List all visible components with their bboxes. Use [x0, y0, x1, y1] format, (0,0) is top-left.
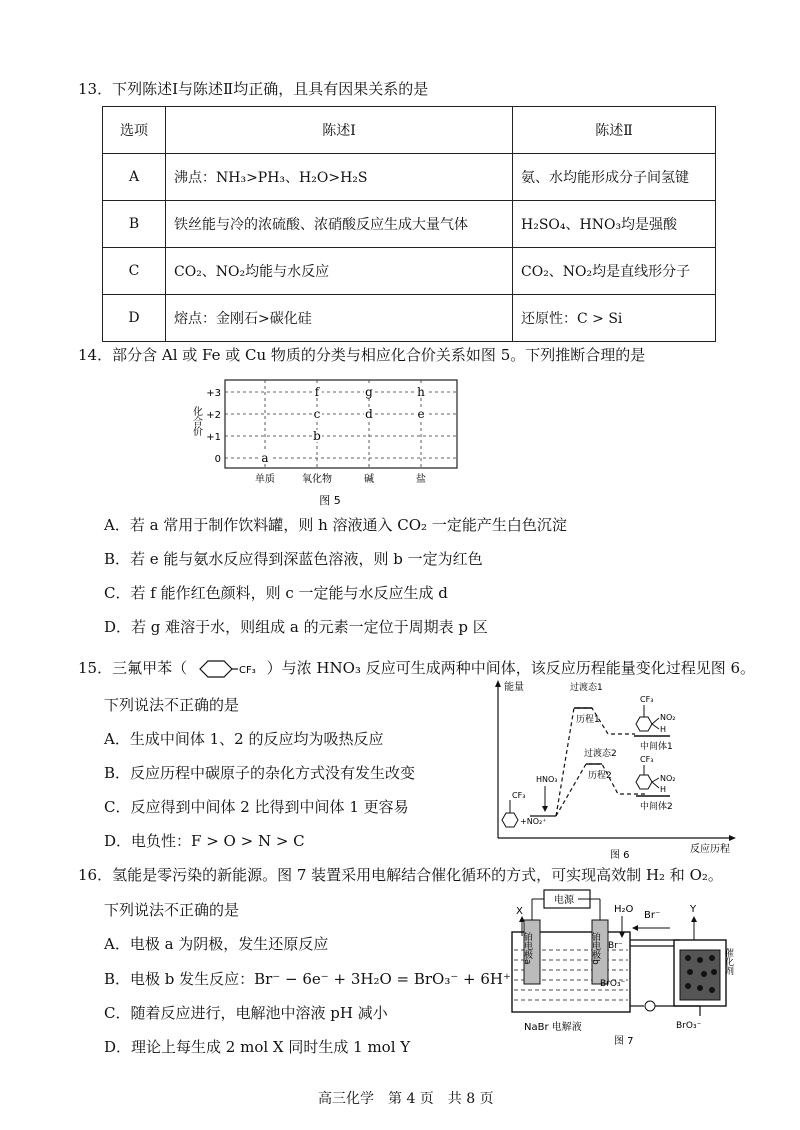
q15-option-b: B．反应历程中碳原子的杂化方式没有发生改变 [104, 764, 416, 782]
y-tick-label: 0 [214, 454, 221, 465]
reactant-cf3-label: CF₃ [512, 791, 526, 800]
int2-no2-label: NO₂ [660, 774, 676, 783]
benzene-ring-icon [192, 658, 262, 680]
transition-state-2-label: 过渡态2 [584, 749, 617, 759]
table-header-row [103, 107, 716, 154]
row-option: B [103, 201, 166, 248]
q16-subtitle: 下列说法不正确的是 [104, 901, 240, 919]
table-row [103, 248, 716, 295]
x-gas-label: X [516, 906, 523, 917]
q15-title [78, 657, 755, 680]
path-2-label: 历程2 [588, 771, 612, 781]
data-point-d: d [365, 407, 373, 421]
data-point-a: a [261, 451, 269, 465]
q14-option-d: D．若 g 难溶于水，则组成 a 的元素一定位于周期表 p 区 [104, 618, 488, 636]
q13-title: 13．下列陈述Ⅰ与陈述Ⅱ均正确，且具有因果关系的是 [78, 80, 429, 98]
x-tick-label: 单质 [255, 474, 275, 485]
q14-option-a: A．若 a 常用于制作饮料罐，则 h 溶液通入 CO₂ 一定能产生白色沉淀 [104, 516, 567, 534]
cf3-label: CF₃ [238, 665, 256, 676]
reaction-axis-label: 反应历程 [690, 844, 730, 855]
electrolyte-label: NaBr 电解液 [524, 1022, 582, 1033]
bromate-mid-label: BrO₃⁻ [600, 979, 626, 989]
nitronium-label: +NO₂⁺ [520, 817, 547, 826]
data-point-b: b [313, 429, 321, 443]
row-statement-2: CO₂、NO₂均是直线形分子 [513, 248, 716, 295]
bromide-top-label: Br⁻ [644, 910, 661, 921]
q15-option-a: A．生成中间体 1、2 的反应均为吸热反应 [104, 730, 384, 748]
bromate-bottom-label: BrO₃⁻ [676, 1021, 702, 1031]
x-tick-label: 盐 [416, 474, 426, 485]
q15-option-d: D．电负性：F > O > N > C [104, 832, 305, 850]
q16-title: 16．氢能是零污染的新能源。图 7 装置采用电解结合催化循环的方式，可实现高效制 H₂ 和 O₂。 [78, 866, 723, 884]
row-statement-2: H₂SO₄、HNO₃均是强酸 [513, 201, 716, 248]
electrode-a-label: 铂电极a [522, 932, 532, 965]
y-tick-label: +2 [206, 410, 221, 421]
table-row [103, 295, 716, 342]
data-point-f: f [314, 385, 320, 399]
q13-table [102, 106, 716, 342]
int1-cf3-label: CF₃ [640, 695, 654, 704]
catalyst-label: 催化剂 [723, 948, 733, 975]
header-statement-1: 陈述Ⅰ [166, 107, 513, 154]
row-statement-1: 沸点：NH₃>PH₃、H₂O>H₂S [166, 154, 513, 201]
int2-cf3-label: CF₃ [640, 755, 654, 764]
data-point-e: e [417, 407, 425, 421]
q14-option-c: C．若 f 能作红色颜料，则 c 一定能与水反应生成 d [104, 584, 448, 602]
electrode-b-label: 铂电极b [590, 932, 600, 965]
q16-option-d: D．理论上每生成 2 mol X 同时生成 1 mol Y [104, 1038, 411, 1056]
q15-option-c: C．反应得到中间体 2 比得到中间体 1 更容易 [104, 798, 409, 816]
x-tick-label: 碱 [364, 474, 374, 485]
q15-title-part-a: 15．三氟甲苯（ [78, 659, 188, 677]
q16-option-c: C．随着反应进行，电解池中溶液 pH 减小 [104, 1004, 388, 1022]
y-gas-label: Y [690, 904, 697, 915]
y-tick-label: +3 [206, 388, 221, 399]
q15-title-part-b: ）与浓 HNO₃ 反应可生成两种中间体，该反应历程能量变化过程见图 6。 [266, 659, 756, 677]
header-option: 选项 [103, 107, 166, 154]
water-input-label: H₂O [614, 904, 634, 915]
data-point-h: h [417, 385, 425, 399]
path-1-label: 历程1 [576, 715, 600, 725]
row-statement-1: 铁丝能与冷的浓硫酸、浓硝酸反应生成大量气体 [166, 201, 513, 248]
q14-title: 14．部分含 Al 或 Fe 或 Cu 物质的分类与相应化合价关系如图 5。下列推断合理的是 [78, 346, 646, 364]
hno3-label: HNO₃ [536, 775, 558, 784]
figure-6-caption: 图 6 [610, 850, 630, 860]
y-axis-label: 化合价 [190, 406, 202, 436]
row-option: A [103, 154, 166, 201]
power-label: 电源 [554, 895, 574, 906]
row-statement-2: 氨、水均能形成分子间氢键 [513, 154, 716, 201]
transition-state-1-label: 过渡态1 [570, 683, 603, 693]
q16-option-b: B．电极 b 发生反应：Br⁻ − 6e⁻ + 3H₂O = BrO₃⁻ + 6H⁺ [104, 970, 511, 988]
energy-axis-label: 能量 [504, 682, 524, 693]
figure-7-caption: 图 7 [614, 1036, 634, 1047]
q16-option-a: A．电极 a 为阴极，发生还原反应 [104, 935, 329, 953]
row-option: D [103, 295, 166, 342]
header-statement-2: 陈述Ⅱ [513, 107, 716, 154]
figure-7-apparatus [504, 888, 740, 1048]
y-tick-label: +1 [206, 432, 221, 443]
figure-5-caption: 图 5 [319, 494, 341, 507]
table-row [103, 154, 716, 201]
bromide-mid-label: Br⁻ [608, 941, 623, 951]
intermediate-1-label: 中间体1 [640, 742, 673, 752]
q14-option-b: B．若 e 能与氨水反应得到深蓝色溶液，则 b 一定为红色 [104, 550, 483, 568]
page-footer: 高三化学 第 4 页 共 8 页 [318, 1091, 494, 1107]
figure-6-energy-diagram [490, 678, 740, 860]
row-statement-2: 还原性：C > Si [513, 295, 716, 342]
figure-5-chart [180, 372, 480, 512]
row-statement-1: 熔点：金刚石>碳化硅 [166, 295, 513, 342]
x-tick-label: 氧化物 [302, 474, 332, 485]
row-option: C [103, 248, 166, 295]
data-point-g: g [365, 385, 373, 399]
data-point-c: c [313, 407, 321, 421]
intermediate-2-label: 中间体2 [640, 802, 673, 812]
row-statement-1: CO₂、NO₂均能与水反应 [166, 248, 513, 295]
q15-subtitle: 下列说法不正确的是 [104, 696, 240, 714]
int1-h-label: H [660, 725, 667, 734]
int1-no2-label: NO₂ [660, 713, 676, 722]
int2-h-label: H [660, 785, 667, 794]
table-row [103, 201, 716, 248]
